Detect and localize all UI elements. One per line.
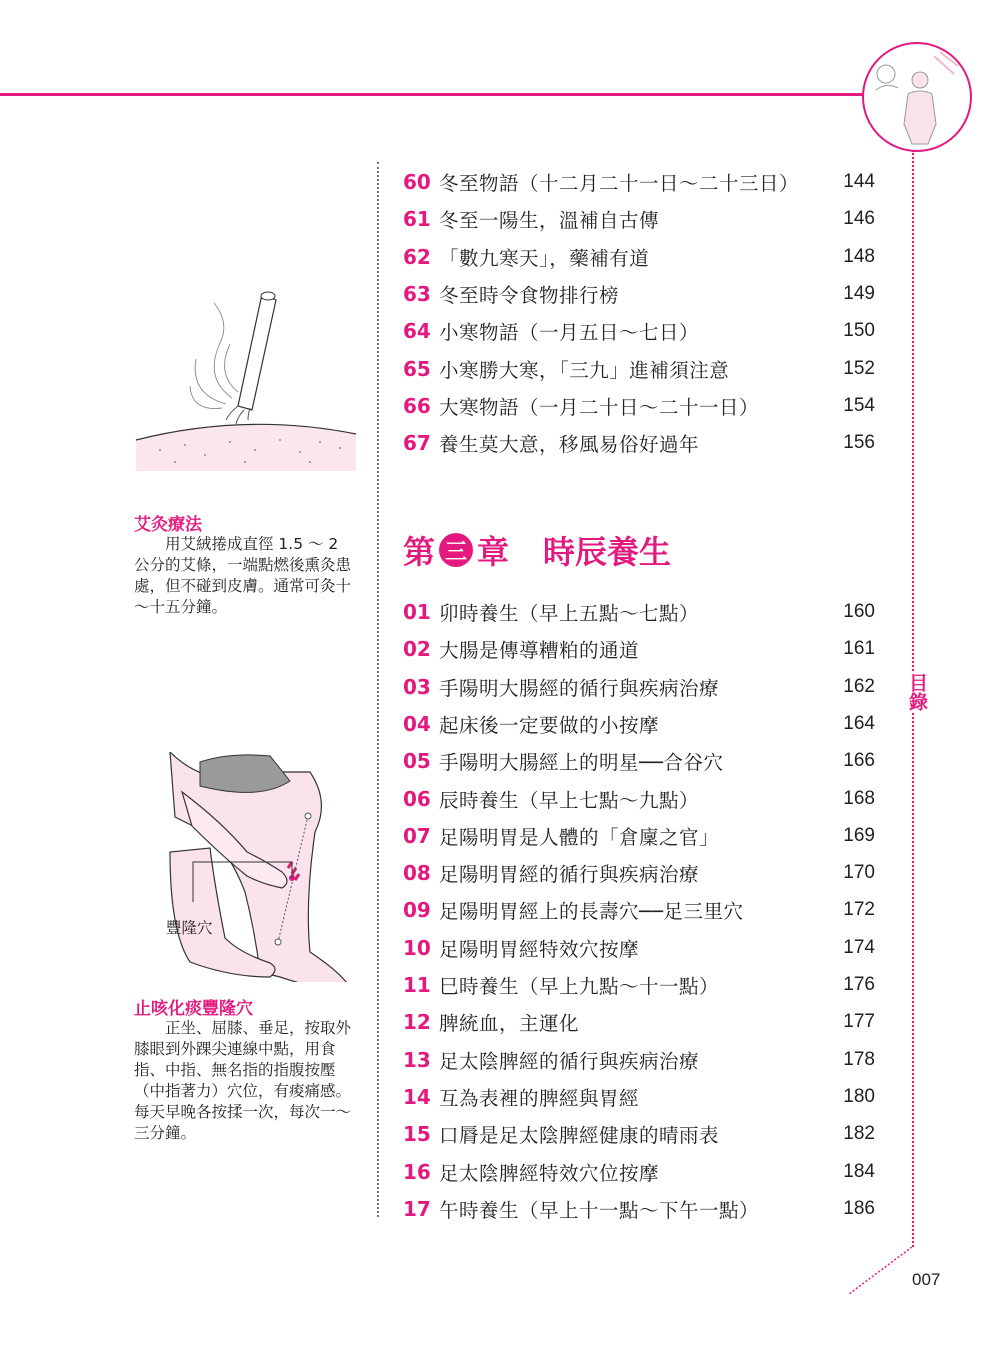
section-side-tab: 目錄 xyxy=(898,673,928,711)
chapter-title: 時辰養生 xyxy=(543,533,672,571)
toc-entry-page: 174 xyxy=(843,936,875,958)
toc-entry-title: 冬至一陽生，溫補自古傳 xyxy=(439,209,660,233)
toc-entry-number: 63 xyxy=(403,281,431,306)
toc-entry-title: 手陽明大腸經的循行與疾病治療 xyxy=(439,676,720,700)
toc-entry-number: 06 xyxy=(403,786,431,811)
margin-diagonal-line xyxy=(848,1247,913,1295)
toc-entry[interactable] xyxy=(403,597,875,627)
toc-entry-number: 16 xyxy=(403,1159,431,1184)
toc-entry-title: 口脣是足太陰脾經健康的晴雨表 xyxy=(439,1124,720,1148)
chapter-suffix: 章 xyxy=(477,533,510,571)
toc-entry-title: 養生莫大意，移風易俗好過年 xyxy=(439,433,700,457)
toc-entry-number: 08 xyxy=(403,861,431,886)
toc-entry-number: 09 xyxy=(403,898,431,923)
page-number: 007 xyxy=(912,1270,941,1289)
toc-entry[interactable] xyxy=(403,279,875,309)
toc-entry[interactable] xyxy=(403,746,875,776)
toc-entry-page: 144 xyxy=(843,171,875,192)
toc-entry-number: 62 xyxy=(403,244,431,269)
toc-entry-page: 149 xyxy=(843,282,875,304)
toc-entry-number: 07 xyxy=(403,823,431,848)
toc-entry-title: 足陽明胃是人體的「倉廩之官」 xyxy=(439,825,720,849)
toc-entry-page: 146 xyxy=(843,208,875,230)
toc-entry[interactable] xyxy=(403,1157,875,1187)
toc-entry-page: 172 xyxy=(843,899,875,921)
toc-entry-number: 17 xyxy=(403,1196,431,1221)
toc-entry-page: 186 xyxy=(843,1197,875,1219)
toc-entry-page: 178 xyxy=(843,1048,875,1070)
toc-entry-number: 13 xyxy=(403,1047,431,1072)
toc-entry-number: 05 xyxy=(403,749,431,774)
toc-entry-page: 166 xyxy=(843,750,875,772)
toc-entry-page: 156 xyxy=(843,432,875,454)
toc-entry-number: 61 xyxy=(403,207,431,232)
toc-entry[interactable] xyxy=(403,821,875,851)
toc-entry[interactable] xyxy=(403,672,875,702)
toc-entry-page: 176 xyxy=(843,974,875,995)
toc-entry-title: 足太陰脾經的循行與疾病治療 xyxy=(439,1049,700,1073)
toc-entry-number: 03 xyxy=(403,674,431,699)
toc-entry-page: 148 xyxy=(843,245,875,267)
toc-entry-title: 小寒物語（一月五日～七日） xyxy=(439,321,700,345)
toc-entry-number: 64 xyxy=(403,319,431,344)
toc-entry-title: 互為表裡的脾經與胃經 xyxy=(439,1086,640,1110)
toc-entry-title: 「數九寒天」，藥補有道 xyxy=(439,246,650,270)
toc-entry-title: 卯時養生（早上五點～七點） xyxy=(439,602,700,625)
toc-entry-title: 足陽明胃經特效穴按摩 xyxy=(439,937,640,961)
fenglong-point-label: 豐隆穴 xyxy=(166,919,213,937)
toc-entry-page: 184 xyxy=(843,1160,875,1182)
moxibustion-caption-body: 用艾絨捲成直徑 1.5 ～ 2 公分的艾條，一端點燃後熏灸患處，但不碰到皮膚。通常可灸十～十五分鐘。 xyxy=(134,535,352,616)
human-figure-icon xyxy=(864,44,970,150)
toc-entry-title: 小寒勝大寒，「三九」進補須注意 xyxy=(439,358,730,382)
toc-entry-number: 66 xyxy=(403,393,431,418)
toc-entry-number: 01 xyxy=(403,600,431,624)
fenglong-caption-title: 止咳化痰豐隆穴 xyxy=(134,999,253,1019)
toc-entry[interactable] xyxy=(403,970,875,1000)
toc-entry-title: 大腸是傳導糟粕的通道 xyxy=(439,639,640,663)
toc-entry-page: 154 xyxy=(843,394,875,416)
toc-entry-title: 足太陰脾經特效穴位按摩 xyxy=(439,1161,660,1185)
toc-entry-page: 150 xyxy=(843,320,875,342)
toc-entry-page: 160 xyxy=(843,601,875,622)
toc-entry-number: 12 xyxy=(403,1010,431,1035)
toc-entry-title: 手陽明大腸經上的明星──合谷穴 xyxy=(439,751,724,775)
toc-entry-number: 67 xyxy=(403,431,431,456)
toc-entry-number: 65 xyxy=(403,356,431,381)
toc-entry-number: 15 xyxy=(403,1122,431,1147)
toc-entry-title: 冬至物語（十二月二十一日～二十三日） xyxy=(439,172,800,195)
toc-entry-page: 164 xyxy=(843,712,875,734)
toc-entry-title: 足陽明胃經上的長壽穴──足三里穴 xyxy=(439,900,744,924)
toc-entry-page: 170 xyxy=(843,862,875,884)
toc-entry-title: 午時養生（早上十一點～下午一點） xyxy=(439,1198,760,1222)
toc-entry-page: 169 xyxy=(843,824,875,846)
corner-figure-badge xyxy=(862,42,972,152)
chapter-prefix: 第 xyxy=(403,533,436,571)
moxibustion-illustration xyxy=(0,280,370,475)
toc-entry-number: 60 xyxy=(403,170,431,194)
toc-entry[interactable] xyxy=(403,709,875,739)
toc-divider-line xyxy=(377,162,379,1217)
toc-entry-page: 180 xyxy=(843,1085,875,1107)
toc-entry-title: 足陽明胃經的循行與疾病治療 xyxy=(439,863,700,887)
toc-entry-title: 大寒物語（一月二十日～二十一日） xyxy=(439,395,760,419)
toc-entry-number: 11 xyxy=(403,973,431,997)
toc-entry-page: 168 xyxy=(843,787,875,809)
fenglong-caption-body: 正坐、屈膝、垂足，按取外膝眼到外踝尖連線中點，用食指、中指、無名指的指腹按壓（中指著力）穴位，有痠痛感。每天早晚各按揉一次，每次一～三分鐘。 xyxy=(134,1019,352,1142)
toc-entry[interactable] xyxy=(403,858,875,888)
toc-entry[interactable] xyxy=(403,895,875,925)
toc-entry-page: 177 xyxy=(843,1011,875,1033)
toc-entry[interactable] xyxy=(403,634,875,664)
toc-entry[interactable] xyxy=(403,1082,875,1112)
toc-entry[interactable] xyxy=(403,1007,875,1037)
toc-entry-number: 10 xyxy=(403,935,431,960)
toc-entry-number: 14 xyxy=(403,1084,431,1109)
toc-entry[interactable] xyxy=(403,784,875,814)
toc-entry-title: 冬至時令食物排行榜 xyxy=(439,283,620,307)
toc-entry[interactable] xyxy=(403,1119,875,1149)
toc-entry[interactable] xyxy=(403,204,875,234)
toc-entry-page: 182 xyxy=(843,1123,875,1145)
toc-entry[interactable] xyxy=(403,428,875,458)
toc-entry[interactable] xyxy=(403,242,875,272)
toc-entry[interactable] xyxy=(403,1194,875,1224)
toc-entry[interactable] xyxy=(403,354,875,384)
toc-entry[interactable] xyxy=(403,167,875,197)
toc-entry[interactable] xyxy=(403,1045,875,1075)
toc-entry-page: 162 xyxy=(843,675,875,697)
toc-entry-title: 巳時養生（早上九點～十一點） xyxy=(439,975,720,998)
toc-entry-page: 161 xyxy=(843,638,875,660)
toc-entry[interactable] xyxy=(403,316,875,346)
fenglong-point-illustration xyxy=(0,752,370,982)
toc-entry-number: 04 xyxy=(403,711,431,736)
toc-entry-title: 脾統血，主運化 xyxy=(439,1012,580,1036)
chapter-heading xyxy=(403,528,671,572)
toc-entry[interactable] xyxy=(403,391,875,421)
toc-entry-page: 152 xyxy=(843,357,875,379)
chapter-number-badge: 三 xyxy=(439,533,473,567)
moxibustion-caption-title: 艾灸療法 xyxy=(134,515,202,535)
toc-entry-title: 辰時養生（早上七點～九點） xyxy=(439,788,700,812)
toc-entry-title: 起床後一定要做的小按摩 xyxy=(439,713,660,737)
toc-entry[interactable] xyxy=(403,933,875,963)
header-rule xyxy=(0,93,866,96)
toc-entry-number: 02 xyxy=(403,637,431,662)
